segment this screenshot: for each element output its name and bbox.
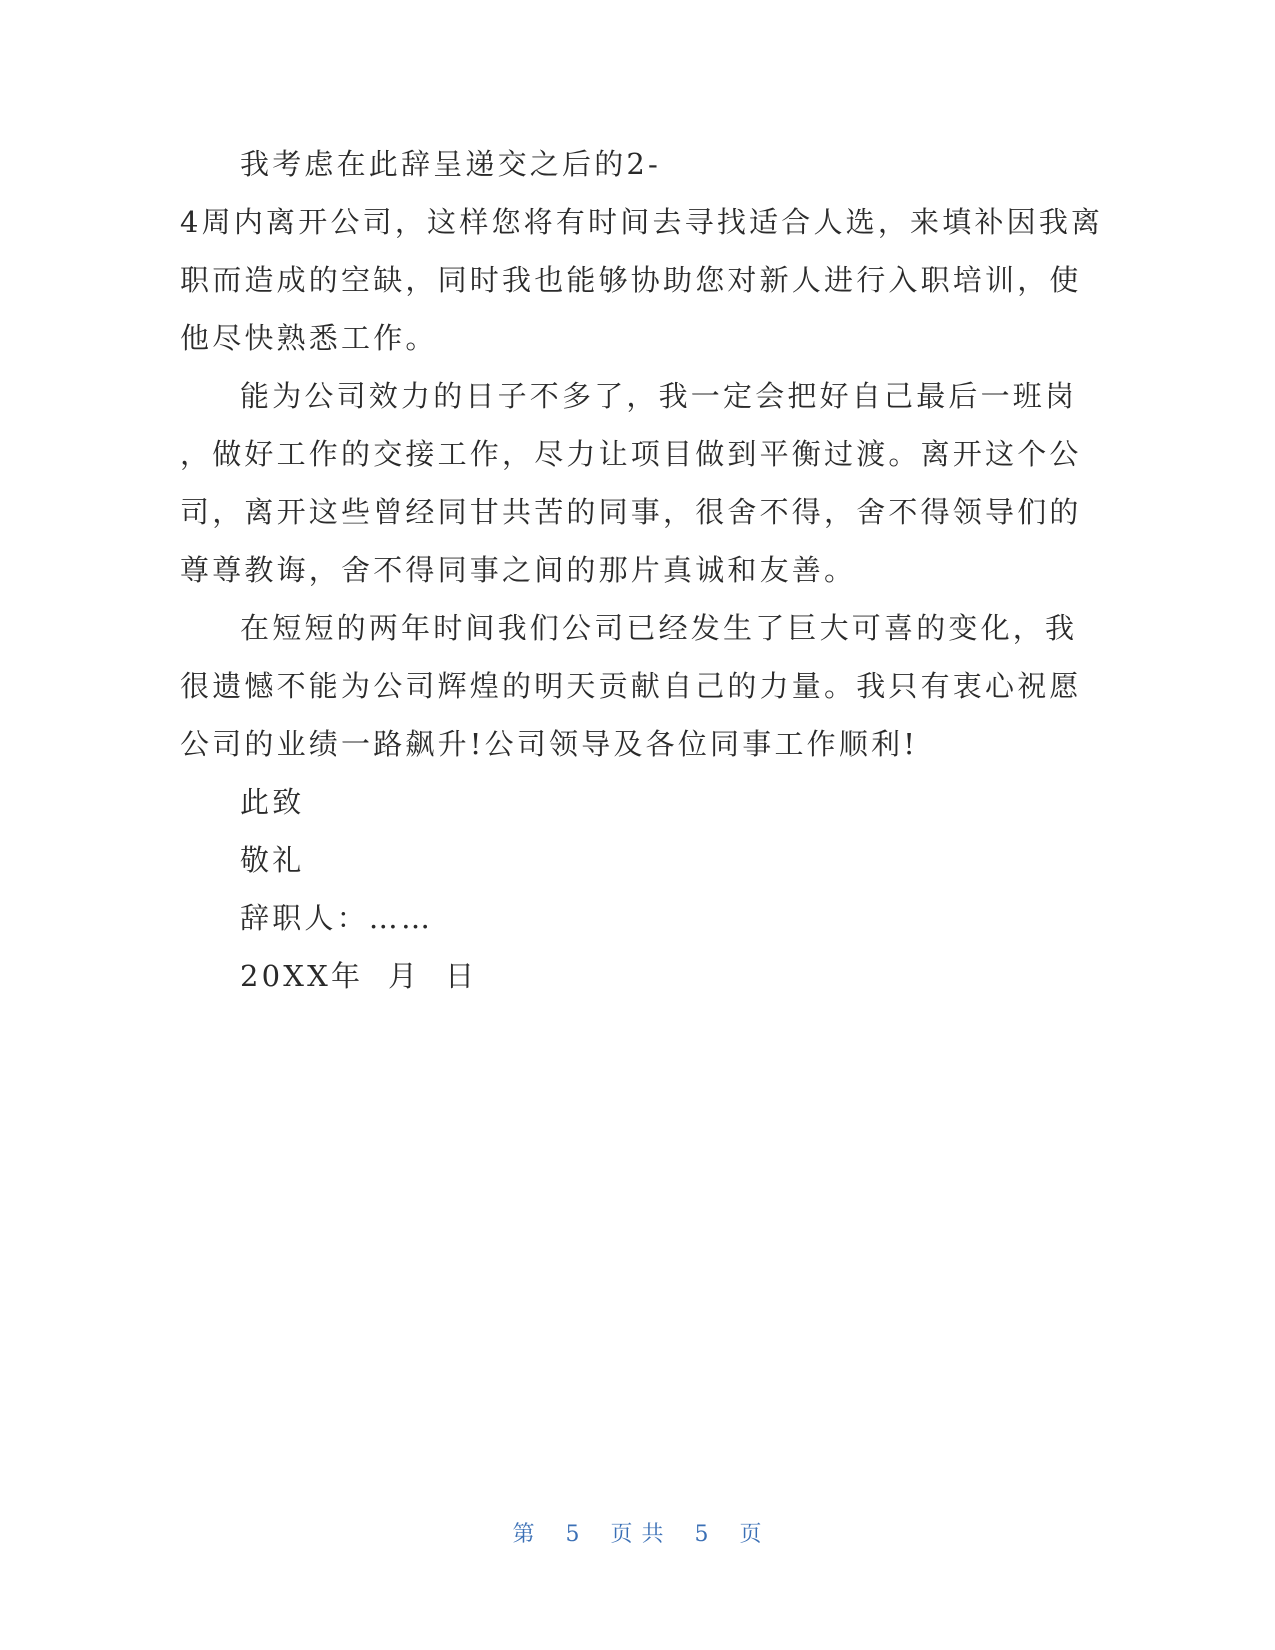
body-line-9: 在短短的两年时间我们公司已经发生了巨大可喜的变化，我 [240, 611, 1078, 645]
page-footer [0, 1520, 1275, 1550]
signature-line: 辞职人：…… [240, 901, 434, 935]
footer-mid: 页 共 [610, 1522, 665, 1547]
body-line-11: 公司的业绩一路飙升!公司领导及各位同事工作顺利! [180, 727, 919, 761]
body-line-3: 职而造成的空缺，同时我也能够协助您对新人进行入职培训，使 [180, 263, 1082, 297]
body-line-6: ，做好工作的交接工作，尽力让项目做到平衡过渡。离开这个公 [180, 437, 1082, 471]
closing-line: 此致 [240, 785, 305, 819]
body-line-1: 我考虑在此辞呈递交之后的2- [240, 147, 662, 181]
footer-current-page: 5 [565, 1522, 581, 1547]
body-line-7: 司，离开这些曾经同甘共苦的同事，很舍不得，舍不得领导们的 [180, 495, 1082, 529]
salutation-line: 敬礼 [240, 843, 305, 877]
body-line-5: 能为公司效力的日子不多了，我一定会把好自己最后一班岗 [240, 379, 1078, 413]
body-line-2: 4周内离开公司，这样您将有时间去寻找适合人选，来填补因我离 [180, 205, 1104, 239]
footer-total-pages: 5 [694, 1522, 710, 1547]
date-line: 20XX年 月 日 [240, 959, 478, 993]
body-line-4: 他尽快熟悉工作。 [180, 321, 438, 355]
footer-prefix: 第 [512, 1522, 536, 1547]
body-line-8: 尊尊教诲，舍不得同事之间的那片真诚和友善。 [180, 553, 857, 587]
body-line-10: 很遗憾不能为公司辉煌的明天贡献自己的力量。我只有衷心祝愿 [180, 669, 1082, 703]
footer-suffix: 页 [739, 1522, 763, 1547]
